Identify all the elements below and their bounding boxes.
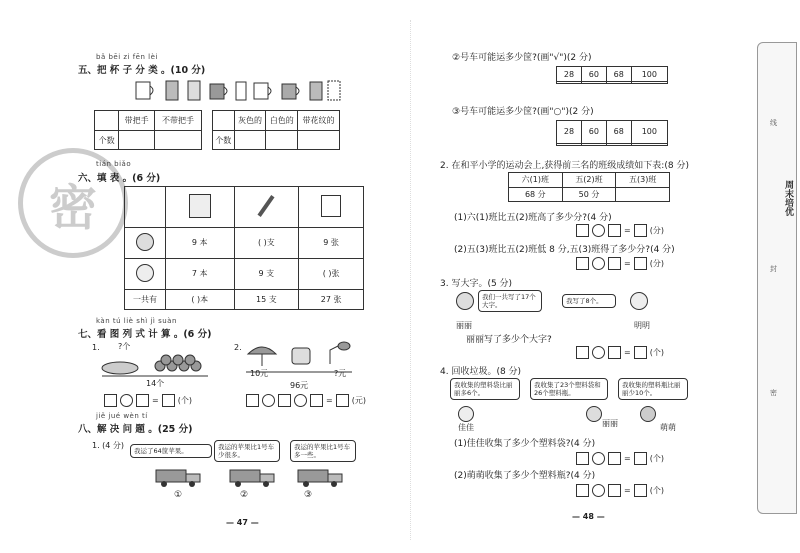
p2-q2-equation: = (分) [576,257,664,270]
binding-strip [757,42,797,514]
p3-equation: = (个) [576,346,664,359]
p4-q2: (2)萌萌收集了多少个塑料瓶?(4 分) [454,471,596,481]
p3-bubble-2: 我写了8个。 [562,294,616,308]
mingming-label: 明明 [634,321,650,330]
operator-circle[interactable] [592,224,605,237]
page-number-48: — 48 — [572,512,605,521]
answer-box[interactable] [608,346,621,359]
scores-table: 六(1)班 五(2)班 五(3)班 68 分 50 分 [508,172,670,202]
s5-table2: 灰色的 白色的 带花纹的 个数 [212,110,340,150]
answer-box[interactable] [576,224,589,237]
p4-title: 4. 回收垃圾。(8 分) [440,367,522,377]
s7-p2-b: ?元 [334,369,347,378]
answer-box[interactable] [246,394,259,407]
mingming-avatar [630,292,648,310]
truck-label-1: ① [174,490,183,500]
speech-bubble-1: 我运了64筐苹果。 [130,444,212,458]
lili-avatar [456,292,474,310]
s8-title: 八、解 决 问 题 。(25 分) [78,424,193,435]
lili-avatar-2 [586,406,602,422]
page-gutter [410,20,411,540]
truck-icon-3 [296,466,346,490]
p2-q2: (2)五(3)班比五(2)班低 8 分,五(3)班得了多少分?(4 分) [454,245,675,255]
answer-box[interactable] [634,484,647,497]
option-cell[interactable]: 60 [581,121,606,144]
truck-icon-1 [154,466,204,490]
answer-box[interactable] [336,394,349,407]
picture-icon [321,195,341,217]
jiajia-label: 佳佳 [458,423,474,432]
answer-box[interactable] [576,257,589,270]
operator-circle[interactable] [592,346,605,359]
s7-p2-equation: = (元) [246,394,366,407]
cup-icons [132,78,362,104]
p4-q1: (1)佳佳收集了多少个塑料袋?(4 分) [454,439,596,449]
input-cell[interactable] [298,131,340,150]
answer-box[interactable] [576,346,589,359]
p4-bubble-1: 我收集的塑料袋比丽丽多6个。 [450,378,520,400]
s7-p1-total: 14个 [146,379,165,388]
binding-secret-label: 密 [770,389,777,397]
jiajia-avatar [458,406,474,422]
s7-title: 七、看 图 列 式 计 算 。(6 分) [78,329,212,340]
s6-title: 六、填 表 。(6 分) [78,173,161,184]
answer-box[interactable] [634,346,647,359]
speech-bubble-3: 我运的苹果比1号车多一些。 [290,440,356,462]
truck-label-2: ② [240,490,249,500]
answer-box[interactable] [608,257,621,270]
s7-p2-a: 10元 [250,369,269,378]
option-cell[interactable]: 60 [581,67,606,82]
option-cell[interactable]: 68 [606,121,631,144]
mengmeng-avatar [640,406,656,422]
option-cell[interactable]: 100 [631,121,667,144]
page-number-47: — 47 — [226,518,259,527]
s5-title: 五、把 杯 子 分 类 。(10 分) [78,65,206,76]
answer-box[interactable] [608,484,621,497]
answer-box[interactable] [608,452,621,465]
answer-box[interactable] [136,394,149,407]
input-cell[interactable] [266,131,298,150]
answer-box[interactable] [634,224,647,237]
p4-bubble-3: 我收集的塑料瓶比丽丽少10个。 [618,378,688,400]
operator-circle[interactable] [262,394,275,407]
q3-options [556,120,668,146]
binding-seal-label: 封 [770,265,777,273]
option-cell[interactable]: 100 [631,67,667,82]
answer-box[interactable] [634,257,647,270]
lili-label: 丽丽 [456,321,472,330]
option-cell[interactable]: 68 [606,67,631,82]
answer-box[interactable] [576,452,589,465]
s7-pinyin: kàn tú liè shì jì suàn [96,317,177,325]
operator-circle[interactable] [294,394,307,407]
input-cell[interactable] [119,131,155,150]
s7-p1-equation: = (个) [104,394,192,407]
p4-q1-equation: = (个) [576,452,664,465]
speech-bubble-2: 我运的苹果比1号车少很多。 [214,440,280,462]
option-cell[interactable]: 28 [557,121,582,144]
lili-label-2: 丽丽 [602,419,618,428]
p2-q1-equation: = (分) [576,224,664,237]
q2-options [556,66,668,84]
girl-avatar [136,233,154,251]
p3-title: 3. 写大字。(5 分) [440,279,513,289]
q2-text: ②号车可能运多少筐?(画"√")(2 分) [452,53,592,63]
operator-circle[interactable] [592,452,605,465]
s7-p1-num: 1. [92,343,100,352]
p4-q2-equation: = (个) [576,484,664,497]
s7-p1-top: ?个 [118,342,131,351]
q3-text: ③号车可能运多少筐?(画"○")(2 分) [452,107,594,117]
p3-question: 丽丽写了多少个大字? [466,335,552,345]
s5-table1: 带把手 不带把手 个数 [94,110,202,150]
p2-title: 2. 在和平小学的运动会上,获得前三名的班级成绩如下表:(8 分) [440,161,689,171]
binding-line-label: 线 [770,119,777,127]
s5-pinyin: bǎ bēi zi fēn lèi [96,53,158,61]
answer-box[interactable] [310,394,323,407]
secret-stamp: 密 [18,148,128,258]
s8-pinyin: jiě jué wèn tí [96,412,148,420]
answer-box[interactable] [576,484,589,497]
mengmeng-label: 萌萌 [660,423,676,432]
truck-label-3: ③ [304,490,313,500]
s8-p1: 1. (4 分) [92,441,125,450]
answer-box[interactable] [104,394,117,407]
operator-circle[interactable] [592,484,605,497]
boy-avatar [136,264,154,282]
option-cell[interactable]: 28 [557,67,582,82]
s7-p2-num: 2. [234,343,242,352]
p4-bubble-2: 我收集了23个塑料袋和26个塑料瓶。 [530,378,608,400]
answer-box[interactable] [634,452,647,465]
s7-p2-total: 96元 [290,381,309,390]
truck-icon-2 [228,466,278,490]
answer-box[interactable] [608,224,621,237]
s6-table: 9 本 ( )支 9 张 7 本 9 支 ( )张 一共有 ( )本 15 支 27 张 [124,186,364,310]
input-cell[interactable] [154,131,201,150]
p3-bubble-1: 我们一共写了17个大字。 [478,290,542,312]
s6-pinyin: tián biǎo [96,160,132,168]
answer-box[interactable] [278,394,291,407]
book-icon [189,194,211,218]
p2-q1: (1)六(1)班比五(2)班高了多少分?(4 分) [454,213,612,223]
pencil-icon [258,195,275,217]
operator-circle[interactable] [120,394,133,407]
brand-logo-text: 周末培优 [783,180,793,216]
operator-circle[interactable] [592,257,605,270]
input-cell[interactable] [234,131,266,150]
fruit-basket-icon [100,352,210,378]
answer-box[interactable] [162,394,175,407]
